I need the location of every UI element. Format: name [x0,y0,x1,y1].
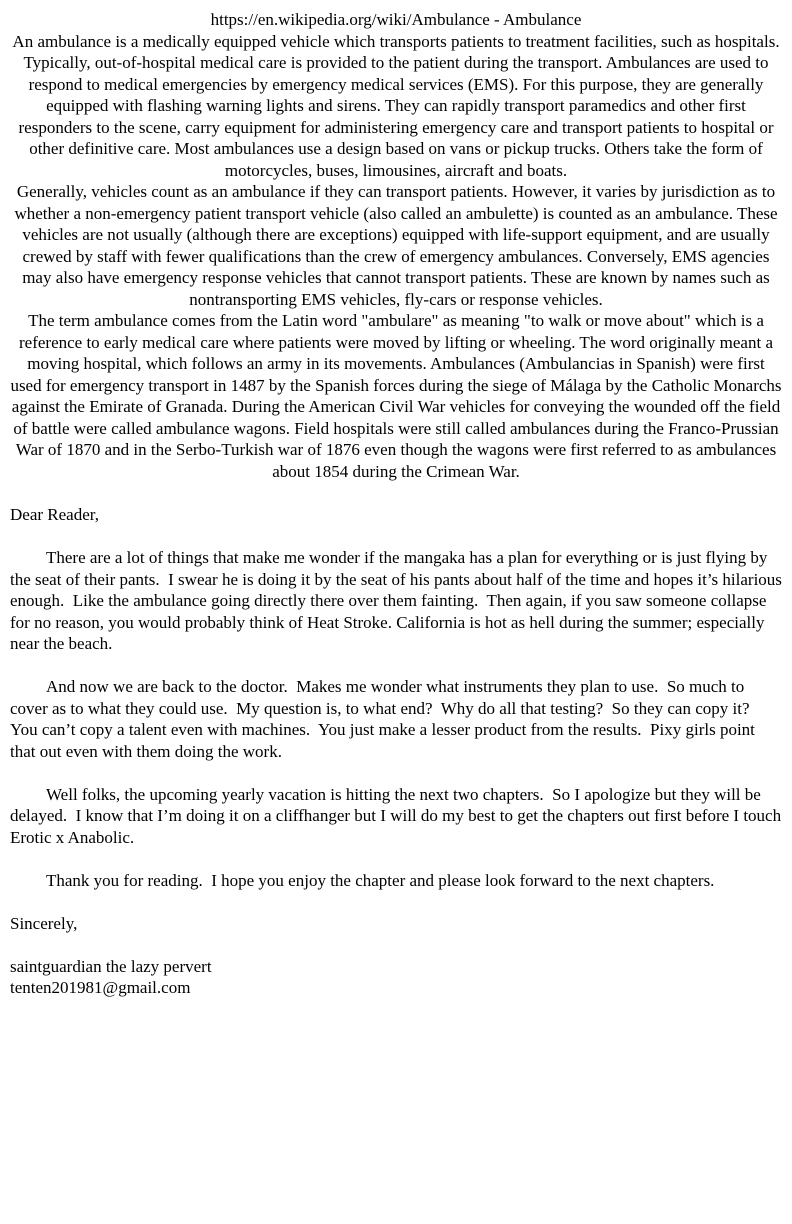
salutation: Dear Reader, [10,505,99,524]
closing: Sincerely, [10,913,78,933]
signature-name: saintguardian the lazy pervert [10,956,212,976]
source-url-line: https://en.wikipedia.org/wiki/Ambulance - Ambulance [210,10,582,29]
wiki-paragraph-2: Generally, vehicles count as an ambulance if they can transport patients. However, it varies by jurisdiction as to whether a non-emergency patient transport vehicle (also called an ambulette) is counted as an ambulance. These vehicles are not usually (although there are exceptions) equipped with life-support equipment, and are usually crewed by staff with fewer qualifications than the crew of emergency ambulances. Conversely, EMS agencies may also have emergency response vehicles that cannot transport patients. These are known by names such as nontransporting EMS vehicles, fly-cars or response vehicles. [14,182,778,309]
letter-paragraph-3: Well folks, the upcoming yearly vacation is hitting the next two chapters. So I apologize but they will be delayed. I know that I’m doing it on a cliffhanger but I will do my best to get the chapters out first before I touch Erotic x Anabolic. [10,784,786,847]
letter-paragraph-1: There are a lot of things that make me wonder if the mangaka has a plan for everything or is just flying by the seat of their pants. I swear he is doing it by the seat of his pants about half of the time and hopes it’s hilarious enough. Like the ambulance going directly there over them fainting. Then again, if you saw someone collapse for no reason, you would probably think of Heat Stroke. California is hot as hell during the summer; especially near the beach. [10,548,787,653]
author-letter [10,504,787,999]
wiki-excerpt-block [10,9,782,482]
letter-paragraph-4: Thank you for reading. I hope you enjoy the chapter and please look forward to the next chapters. [46,870,715,890]
letter-paragraph-2: And now we are back to the doctor. Makes me wonder what instruments they plan to use. So much to cover as to what they could use. My question is, to what end? Why do all that testing? So they can copy it? You can’t copy a talent even with machines. You just make a lesser product from the results. Pixy girls point that out even with them doing the work. [10,677,760,761]
signature-email: tenten201981@gmail.com [10,978,191,997]
wiki-paragraph-1: An ambulance is a medically equipped vehicle which transports patients to treatment facilities, such as hospitals. Typically, out-of-hospital medical care is provided to the patient during the transport. Ambulances are used to respond to medical emergencies by emergency medical services (EMS). For this purpose, they are generally equipped with flashing warning lights and sirens. They can rapidly transport paramedics and other first responders to the scene, carry equipment for administering emergency care and transport patients to hospital or other definitive care. Most ambulances use a design based on vans or pickup trucks. Others take the form of motorcycles, buses, limousines, aircraft and boats. [12,31,780,180]
wiki-paragraph-3: The term ambulance comes from the Latin word "ambulare" as meaning "to walk or move about" which is a reference to early medical care where patients were moved by lifting or wheeling. The word originally meant a moving hospital, which follows an army in its movements. Ambulances (Ambulancias in Spanish) were first used for emergency transport in 1487 by the Spanish forces during the siege of Málaga by the Catholic Monarchs against the Emirate of Granada. During the American Civil War vehicles for conveying the wounded off the field of battle were called ambulance wagons. Field hospitals were still called ambulances during the Franco-Prussian War of 1870 and in the Serbo-Turkish war of 1876 even though the wagons were first referred to as ambulances about 1854 during the Crimean War. [10,311,782,481]
